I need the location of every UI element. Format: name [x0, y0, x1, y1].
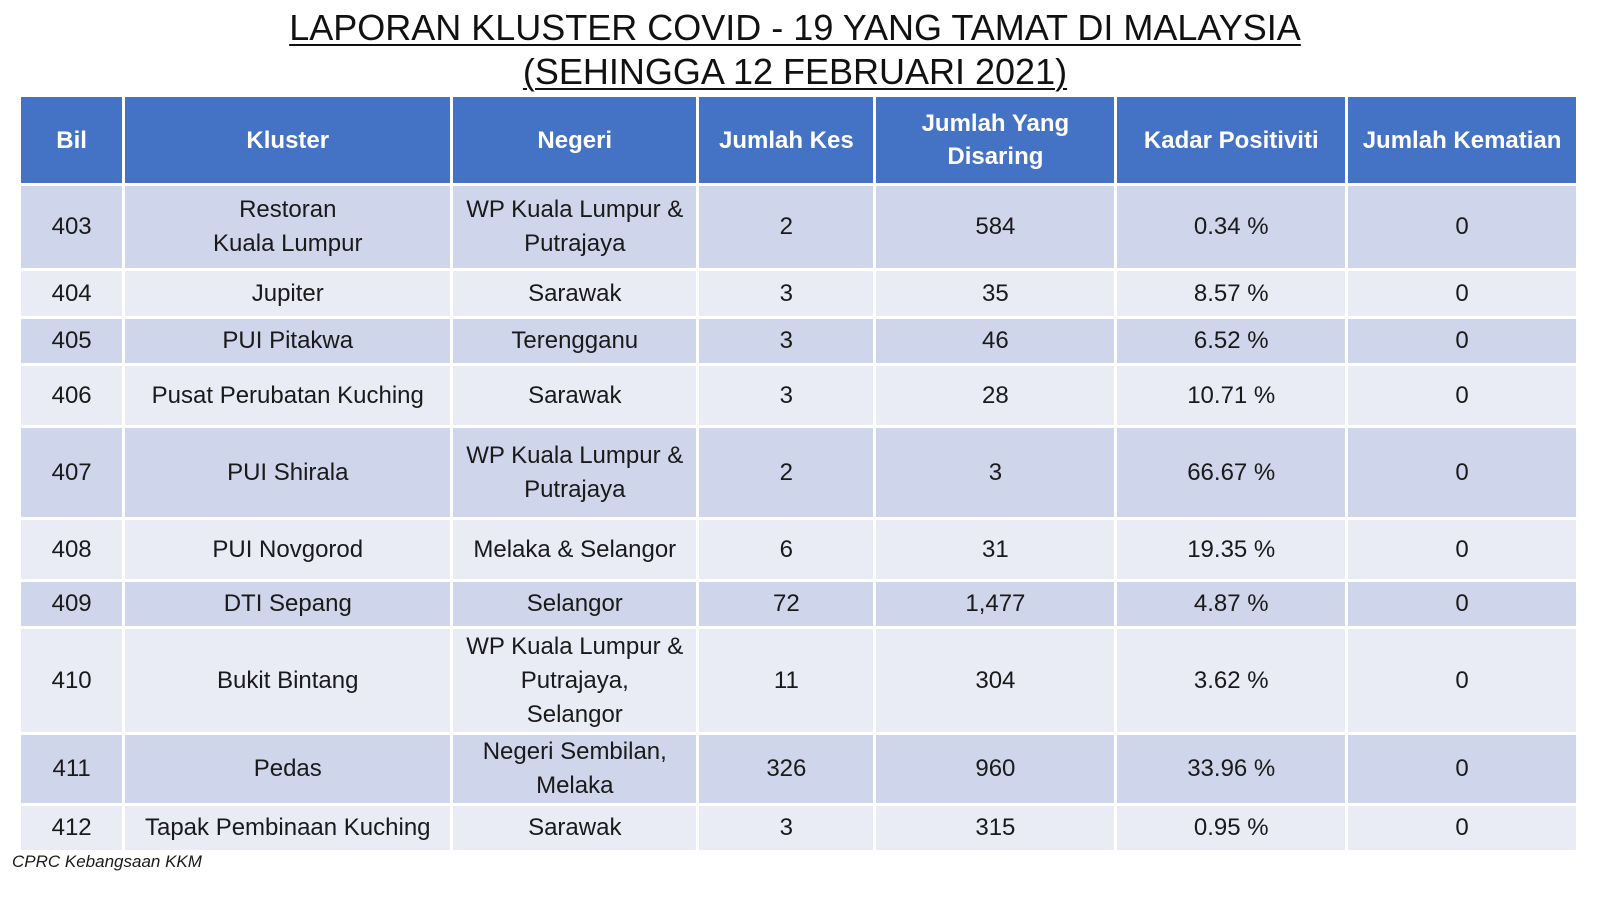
cell-jumlah-kes: 3: [699, 319, 873, 363]
table-row: [21, 582, 1576, 626]
cell-bil: 403: [21, 186, 122, 268]
cell-bil: 405: [21, 319, 122, 363]
cell-kluster: PUI Shirala: [125, 428, 450, 517]
table-row: [21, 735, 1576, 803]
cell-kadar-positiviti: 0.95 %: [1117, 806, 1345, 850]
cell-jumlah-kematian: 0: [1348, 582, 1576, 626]
cell-jumlah-disaring: 3: [876, 428, 1114, 517]
cell-kluster: Bukit Bintang: [125, 629, 450, 732]
table-body: [21, 186, 1576, 850]
cell-jumlah-disaring: 315: [876, 806, 1114, 850]
table-row: [21, 806, 1576, 850]
header-jumlah-disaring: Jumlah Yang Disaring: [876, 97, 1114, 183]
cell-jumlah-kematian: 0: [1348, 806, 1576, 850]
header-jumlah-kes: Jumlah Kes: [699, 97, 873, 183]
cell-jumlah-kes: 72: [699, 582, 873, 626]
cell-kadar-positiviti: 10.71 %: [1117, 366, 1345, 425]
cell-jumlah-kes: 326: [699, 735, 873, 803]
cell-kluster: Pedas: [125, 735, 450, 803]
cell-kadar-positiviti: 19.35 %: [1117, 520, 1345, 579]
cell-jumlah-kematian: 0: [1348, 186, 1576, 268]
cell-kluster: Pusat Perubatan Kuching: [125, 366, 450, 425]
cell-bil: 412: [21, 806, 122, 850]
cell-jumlah-kes: 2: [699, 428, 873, 517]
cell-jumlah-kes: 3: [699, 806, 873, 850]
cell-jumlah-kematian: 0: [1348, 366, 1576, 425]
cell-jumlah-kes: 3: [699, 366, 873, 425]
cell-jumlah-kematian: 0: [1348, 319, 1576, 363]
cell-kluster: Restoran Kuala Lumpur: [125, 186, 450, 268]
cell-negeri: WP Kuala Lumpur & Putrajaya: [453, 186, 696, 268]
cluster-table: [18, 94, 1579, 853]
cell-kluster: Tapak Pembinaan Kuching: [125, 806, 450, 850]
table-row: [21, 271, 1576, 316]
cell-jumlah-disaring: 46: [876, 319, 1114, 363]
cell-kadar-positiviti: 66.67 %: [1117, 428, 1345, 517]
table-row: [21, 428, 1576, 517]
source-note: CPRC Kebangsaan KKM: [12, 852, 202, 871]
cell-negeri: Negeri Sembilan, Melaka: [453, 735, 696, 803]
cell-jumlah-kes: 6: [699, 520, 873, 579]
cell-negeri: Sarawak: [453, 271, 696, 316]
cell-bil: 406: [21, 366, 122, 425]
title-line-1: LAPORAN KLUSTER COVID - 19 YANG TAMAT DI MALAYSIA: [289, 7, 1301, 48]
cell-jumlah-disaring: 584: [876, 186, 1114, 268]
cell-jumlah-disaring: 304: [876, 629, 1114, 732]
cell-bil: 409: [21, 582, 122, 626]
header-negeri: Negeri: [453, 97, 696, 183]
cell-jumlah-kes: 2: [699, 186, 873, 268]
cell-bil: 408: [21, 520, 122, 579]
cell-kadar-positiviti: 4.87 %: [1117, 582, 1345, 626]
header-bil: Bil: [21, 97, 122, 183]
cell-negeri: Melaka & Selangor: [453, 520, 696, 579]
cell-kluster: Jupiter: [125, 271, 450, 316]
cell-jumlah-disaring: 28: [876, 366, 1114, 425]
cell-jumlah-kematian: 0: [1348, 520, 1576, 579]
table-row: [21, 366, 1576, 425]
table-row: [21, 186, 1576, 268]
cell-kadar-positiviti: 0.34 %: [1117, 186, 1345, 268]
cell-jumlah-kematian: 0: [1348, 271, 1576, 316]
cell-kadar-positiviti: 8.57 %: [1117, 271, 1345, 316]
cell-negeri: Sarawak: [453, 806, 696, 850]
cell-negeri: WP Kuala Lumpur & Putrajaya: [453, 428, 696, 517]
title-line-2: (SEHINGGA 12 FEBRUARI 2021): [522, 51, 1068, 92]
cell-jumlah-disaring: 1,477: [876, 582, 1114, 626]
table-row: [21, 520, 1576, 579]
cell-negeri: Selangor: [453, 582, 696, 626]
table-header-row: [21, 97, 1576, 183]
cell-kluster: DTI Sepang: [125, 582, 450, 626]
cell-bil: 404: [21, 271, 122, 316]
cell-jumlah-kematian: 0: [1348, 735, 1576, 803]
report-title: [0, 6, 1590, 94]
header-jumlah-kematian: Jumlah Kematian: [1348, 97, 1576, 183]
cell-bil: 411: [21, 735, 122, 803]
cell-jumlah-disaring: 31: [876, 520, 1114, 579]
header-kadar-positiviti: Kadar Positiviti: [1117, 97, 1345, 183]
cell-kadar-positiviti: 3.62 %: [1117, 629, 1345, 732]
cell-kluster: PUI Novgorod: [125, 520, 450, 579]
cell-jumlah-kes: 11: [699, 629, 873, 732]
cell-jumlah-kematian: 0: [1348, 428, 1576, 517]
table-row: [21, 629, 1576, 732]
header-kluster: Kluster: [125, 97, 450, 183]
cell-negeri: Terengganu: [453, 319, 696, 363]
cell-jumlah-kematian: 0: [1348, 629, 1576, 732]
cell-jumlah-disaring: 960: [876, 735, 1114, 803]
cell-negeri: Sarawak: [453, 366, 696, 425]
cell-jumlah-disaring: 35: [876, 271, 1114, 316]
cell-negeri: WP Kuala Lumpur & Putrajaya, Selangor: [453, 629, 696, 732]
cell-kadar-positiviti: 6.52 %: [1117, 319, 1345, 363]
table-row: [21, 319, 1576, 363]
cell-kadar-positiviti: 33.96 %: [1117, 735, 1345, 803]
cell-kluster: PUI Pitakwa: [125, 319, 450, 363]
cell-bil: 410: [21, 629, 122, 732]
cell-jumlah-kes: 3: [699, 271, 873, 316]
cell-bil: 407: [21, 428, 122, 517]
